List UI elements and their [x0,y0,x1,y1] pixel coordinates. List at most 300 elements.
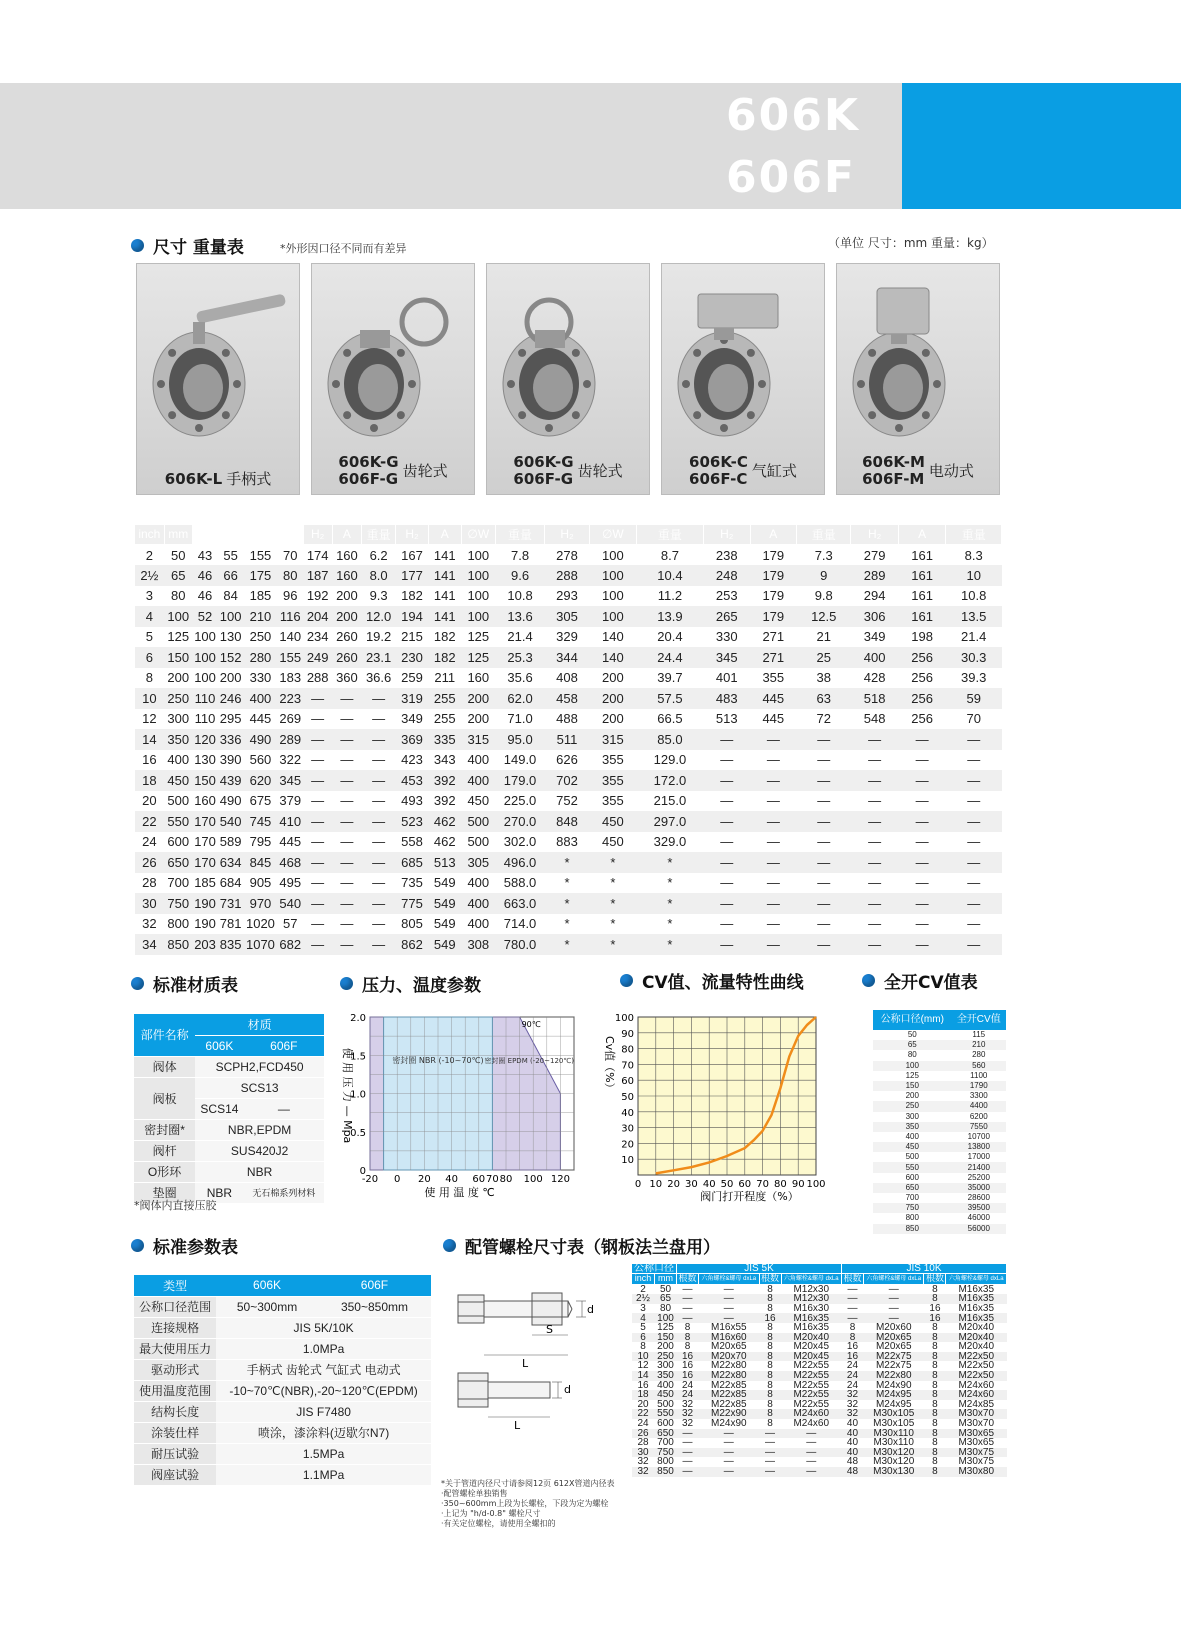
table-cell: — [898,852,946,873]
table-cell: 8 [932,1389,938,1401]
table-cell: — [332,709,361,730]
table-cell: inch [632,1274,655,1284]
table-cell: — [851,750,899,771]
table-cell: 336 [218,729,244,750]
table-cell: — [851,893,899,914]
y-tick-label: 1.0 [350,1089,366,1101]
table-cell: 606K-M·606F-M 电动式 [851,504,1002,525]
table-cell: 95.0 [495,729,544,750]
table-cell: * [589,893,636,914]
table-cell: — [847,1302,858,1314]
table-cell: — [847,1312,858,1324]
table-cell: — [888,1312,899,1324]
table-cell: 540 [277,893,303,914]
table-cell: — [723,1302,734,1314]
x-tick-label: 90 [791,1179,805,1190]
table-cell: 550 [164,811,192,832]
table-cell: 8 [767,1360,773,1372]
y-tick-label: 1.5 [350,1051,366,1063]
materials-heading: 标准材质表 [131,971,238,996]
table-cell: 255 [428,688,461,709]
table-cell: NBR [195,1161,324,1182]
table-cell: 250 [164,688,192,709]
valve-image [312,264,475,454]
table-cell: 445 [277,832,303,853]
table-cell: 16 [846,1350,859,1362]
table-cell: 450 [164,770,192,791]
table-cell: 170 [192,852,218,873]
table-cell: 600 [164,832,192,853]
table-cell: 23.1 [362,647,396,668]
table-cell: M30x120 [873,1456,915,1468]
table-cell: 100 [192,627,218,648]
table-cell: 20 [637,1398,649,1410]
table-cell: 8 [767,1370,773,1382]
table-cell: 17000 [967,1152,990,1162]
table-cell: 200 [461,709,495,730]
table-cell: 最大使用压力 [134,1338,216,1359]
table-cell: 16 [681,1360,694,1372]
x-tick-label: 50 [720,1179,734,1190]
materials-table [134,1014,324,1204]
table-cell: 344 [545,647,590,668]
table-cell: — [303,832,332,853]
table-cell: 379 [277,791,303,812]
table-cell: 100 [905,1060,919,1070]
bolts-heading: 配管螺栓尺寸表（钢板法兰盘用） [443,1233,720,1258]
table-cell: 50 [659,1283,672,1295]
table-cell: 66 [218,565,244,586]
table-cell: 6200 [969,1111,988,1121]
table-cell: M30x70 [958,1418,995,1430]
table-cell: — [362,729,396,750]
table-cell: 8 [932,1331,938,1343]
table-row [135,688,1002,709]
table-cell: 194 [396,606,429,627]
table-cell: * [589,873,636,894]
table-cell: 34 [135,934,165,955]
table-cell: M30x130 [873,1466,915,1477]
table-cell: 300 [164,709,192,730]
table-cell: * [545,852,590,873]
table-cell: 175 [243,565,277,586]
table-cell: 115 [972,1030,986,1040]
table-cell: 100 [461,545,495,566]
table-cell: -10~70℃(NBR),-20~120℃(EPDM) [216,1380,431,1401]
table-cell: 800 [657,1456,674,1468]
table-cell: 400 [243,688,277,709]
table-cell: 439 [218,770,244,791]
table-cell: 48 [846,1466,859,1477]
table-cell: 32 [637,1466,649,1477]
table-cell: M16x35 [958,1293,995,1305]
table-cell: 150 [657,1331,674,1343]
y-tick-label: 100 [614,1013,634,1024]
table-cell: JIS 5K/10K [216,1317,431,1338]
bullet-icon [620,974,633,987]
table-cell: 203 [192,934,218,955]
table-cell: 305 [545,606,590,627]
table-cell: 8 [932,1408,938,1420]
table-cell: 259 [396,668,429,689]
table-cell: 13.6 [495,606,544,627]
table-cell: 96 [277,586,303,607]
table-cell: 179 [750,545,797,566]
table-cell: 100 [461,565,495,586]
table-cell: 8 [932,1456,938,1468]
table-cell: M20x65 [711,1341,747,1353]
table-cell: * [636,934,703,955]
valve-image [837,264,1000,454]
table-cell: 350~850mm [318,1296,431,1317]
table-cell: 100 [164,606,192,627]
table-cell: 288 [545,565,590,586]
table-cell: 445 [243,709,277,730]
table-cell: M22x75 [875,1350,912,1362]
table-cell: 46000 [967,1213,990,1223]
table-cell: 阀体 [134,1056,195,1077]
x-tick-label: 40 [445,1174,458,1185]
table-cell: 140 [589,627,636,648]
table-cell: 10 [135,688,165,709]
table-cell: 297.0 [636,811,703,832]
table-row [873,1193,1006,1203]
x-tick-label: 80 [499,1174,513,1185]
table-cell: — [750,852,797,873]
table-cell: 249 [303,647,332,668]
table-row [135,545,1002,566]
table-cell: — [332,873,361,894]
table-cell: 210 [243,606,277,627]
table-cell: 256 [898,668,946,689]
table-cell: 21.4 [946,627,1002,648]
table-cell: 8 [767,1283,773,1295]
table-cell: 24 [135,832,165,853]
table-cell: 400 [657,1379,674,1391]
table-cell: 493 [396,791,429,812]
table-row [135,647,1002,668]
product-caption [487,454,649,488]
table-cell: — [946,852,1002,873]
table-cell: * [589,934,636,955]
table-cell: M20x65 [875,1341,912,1353]
table-row [873,1132,1006,1142]
bullet-icon [131,977,144,990]
table-cell: 550 [657,1408,674,1420]
table-cell: 270.0 [495,811,544,832]
table-cell: M22x55 [793,1398,830,1410]
table-cell: M20x40 [958,1341,995,1353]
table-cell: 连接规格 [134,1317,216,1338]
table-cell: 450 [589,811,636,832]
table-cell: 28 [637,1437,649,1449]
table-cell: 9 [797,565,851,586]
table-cell: M22x50 [958,1360,995,1372]
table-cell: 100 [589,606,636,627]
table-cell: 14 [637,1370,649,1382]
bolt-note: ·有关定位螺栓，请使用全螺扣的 [441,1519,556,1528]
dims-heading: 尺寸 重量表 [131,233,244,258]
table-cell: H₂ [277,504,303,545]
table-cell: M16x35 [793,1322,830,1334]
product-drive-type: 电动式 [928,461,974,480]
x-tick-label: 70 [756,1179,769,1190]
table-cell: — [704,893,751,914]
table-cell: M20x65 [875,1331,912,1343]
table-cell: 345 [277,770,303,791]
table-cell: * [589,852,636,873]
table-cell: 288 [303,668,332,689]
x-tick-label: 0 [634,1179,642,1190]
table-cell: 1.1MPa [216,1464,431,1485]
table-cell: 488 [545,709,590,730]
table-cell: 260 [332,647,361,668]
table-cell: 40 [846,1446,859,1458]
header-accent-block [902,83,1181,209]
table-cell: 204 [303,606,332,627]
table-cell: 606K-G·606F-G 齿轮式 [396,504,545,525]
table-cell: — [332,811,361,832]
annotation-90c: 90℃ [521,1019,541,1029]
table-cell: 248 [704,565,751,586]
table-cell: 355 [589,791,636,812]
table-cell: 322 [277,750,303,771]
table-cell: 7550 [969,1121,988,1131]
table-cell: 密封圈* [134,1119,195,1140]
table-cell: — [750,934,797,955]
table-cell: M24x60 [958,1379,995,1391]
table-cell: 21 [797,627,851,648]
table-cell: — [303,791,332,812]
bullet-icon [131,1239,144,1252]
table-cell: 279 [851,545,899,566]
table-cell: M22x50 [958,1350,995,1362]
table-cell: 80 [907,1050,917,1060]
table-row [135,586,1002,607]
table-cell: 152 [218,647,244,668]
table-cell: — [682,1302,693,1314]
table-cell: — [851,770,899,791]
x-tick-label: 0 [394,1174,401,1185]
table-cell: 16 [764,1312,776,1324]
table-cell: 548 [851,709,899,730]
y-tick-label: 0 [359,1166,366,1177]
table-cell: 400 [461,750,495,771]
table-cell: 315 [589,729,636,750]
table-cell: M22x90 [711,1408,747,1420]
table-cell: 阀板 [134,1077,195,1119]
table-cell: — [898,914,946,935]
table-cell: M20x40 [958,1331,995,1343]
bolt-diameter-label-2: d [564,1383,571,1396]
table-cell: — [806,1427,817,1439]
table-cell: — [303,852,332,873]
table-cell: 731 [218,893,244,914]
table-cell: 511 [545,729,590,750]
bolt-size-table [631,1263,1007,1477]
table-cell: M22x85 [711,1379,747,1391]
table-cell: 400 [905,1131,919,1141]
table-cell: 8 [932,1466,938,1477]
table-cell: 3 [640,1302,646,1314]
table-cell: H₂ [851,524,899,545]
table-cell: 4 [640,1312,646,1324]
table-cell: M24x95 [875,1389,912,1401]
table-cell: 150 [192,770,218,791]
table-cell: 177 [396,565,429,586]
table-cell: 19.2 [362,627,396,648]
table-cell: 25 [797,647,851,668]
table-cell: 8 [932,1350,938,1362]
table-cell: — [332,914,361,935]
table-cell: M22x55 [793,1370,830,1382]
table-cell: 172.0 [636,770,703,791]
table-cell: 560 [243,750,277,771]
table-cell: 410 [277,811,303,832]
y-tick-label: 0.5 [350,1127,366,1139]
table-cell: ∅W [461,524,495,545]
y-tick-label: 30 [621,1123,634,1135]
table-cell: M30x120 [873,1446,915,1458]
table-cell: M12x30 [793,1293,830,1305]
table-cell: 170 [192,811,218,832]
table-cell: 400 [461,914,495,935]
table-cell: — [946,893,1002,914]
table-cell: 16 [846,1341,859,1353]
table-cell: SCS13 [195,1077,324,1098]
table-cell: — [888,1302,899,1314]
table-cell: 80 [659,1302,672,1314]
table-cell: — [797,914,851,935]
table-cell: 32 [681,1408,694,1420]
table-cell: — [362,811,396,832]
table-cell: — [362,709,396,730]
table-cell: 8 [932,1398,938,1410]
table-row [134,1056,324,1077]
table-cell: 36.6 [362,668,396,689]
table-cell: 210 [972,1040,986,1050]
table-cell: 16 [929,1302,941,1314]
table-cell: 278 [545,545,590,566]
y-tick-label: 70 [621,1060,634,1072]
table-cell: 6.2 [362,545,396,566]
table-cell: 256 [898,647,946,668]
table-cell: — [750,811,797,832]
table-cell: M12x30 [793,1283,830,1295]
table-cell: 公称口径范围 [134,1296,216,1317]
table-cell: 根数 [843,1273,862,1284]
table-cell: 24 [681,1379,694,1391]
table-cell: 141 [428,586,461,607]
pressure-heading: 压力、温度参数 [340,971,481,996]
table-cell: 458 [545,688,590,709]
table-cell: 588.0 [495,873,544,894]
table-cell: 549 [428,914,461,935]
table-cell: 20.4 [636,627,703,648]
table-cell: 8 [932,1341,938,1353]
table-cell: — [723,1427,734,1439]
table-cell: SCPH2,FCD450 [195,1056,324,1077]
table-cell: 775 [396,893,429,914]
table-cell: M22x55 [793,1379,830,1391]
table-cell: M20x45 [793,1341,830,1353]
bolt-diagram [456,1283,616,1453]
table-cell: d [218,504,244,545]
y-tick-label: 20 [621,1139,634,1151]
x-tick-label: 80 [774,1179,787,1190]
table-cell: 公称口径 [632,1264,677,1274]
table-cell: 160 [332,565,361,586]
table-cell: 结构长度 [134,1401,216,1422]
table-cell: ∅W [589,524,636,545]
table-cell: 450 [461,791,495,812]
table-cell: 8.0 [362,565,396,586]
table-cell: 160 [332,545,361,566]
table-cell: 400 [851,647,899,668]
table-cell: 970 [243,893,277,914]
table-cell: 167 [396,545,429,566]
table-row [134,1161,324,1182]
table-cell: 5 [640,1322,646,1334]
table-cell: — [750,750,797,771]
table-cell: 30 [637,1446,649,1458]
series-epdm-label: 密封圈 EPDM (-20~120℃) [484,1056,574,1065]
table-cell: 550 [905,1162,919,1172]
x-tick-label: 60 [472,1174,486,1185]
table-cell: 35000 [967,1182,990,1192]
table-cell: 540 [218,811,244,832]
table-cell: 1.5MPa [216,1443,431,1464]
table-cell: 355 [750,668,797,689]
table-cell: — [946,873,1002,894]
table-cell: M30x110 [873,1427,914,1439]
table-cell: 468 [277,852,303,873]
table-cell: 56000 [967,1223,990,1233]
product-photo-4 [661,263,825,495]
table-cell: 57 [277,914,303,935]
table-cell: 800 [164,914,192,935]
table-cell: * [589,914,636,935]
table-cell: — [750,729,797,750]
table-cell: 130 [218,627,244,648]
table-cell: — [797,791,851,812]
table-cell: 9.3 [362,586,396,607]
y-tick-label: 40 [621,1107,634,1119]
table-cell: — [704,832,751,853]
table-cell: 8 [684,1331,691,1343]
table-cell: — [946,750,1002,771]
table-cell: 200 [905,1091,919,1101]
x-axis-label: 使 用 温 度 ℃ [424,1186,495,1199]
table-cell: — [303,770,332,791]
table-cell: 8 [767,1389,773,1401]
table-row [632,1467,1007,1477]
table-cell: — [362,893,396,914]
table-cell: — [362,852,396,873]
table-cell: — [898,791,946,812]
table-cell: 100 [192,647,218,668]
table-cell: 462 [428,832,461,853]
table-cell: 295 [218,709,244,730]
table-cell: 150 [905,1081,919,1091]
table-cell: 39.7 [636,668,703,689]
table-row [134,1380,431,1401]
table-cell: — [362,832,396,853]
table-row [873,1224,1006,1234]
table-cell: 43 [192,545,218,566]
valve-image [137,264,300,454]
table-cell: — [797,750,851,771]
